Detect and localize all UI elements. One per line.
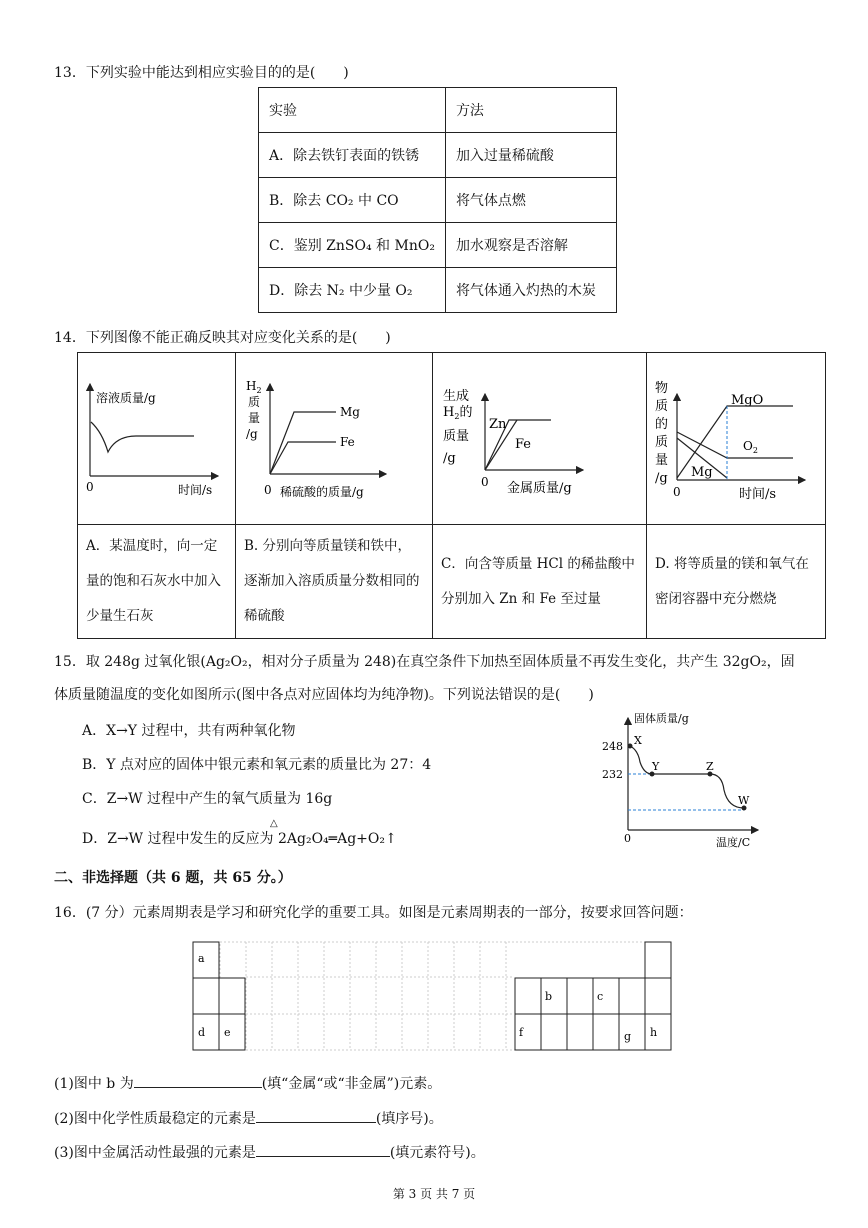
graph-a xyxy=(78,354,234,524)
y-label-h xyxy=(246,379,262,395)
origin-label: 0 xyxy=(673,484,681,499)
line-fe-label: Fe xyxy=(340,434,355,449)
y-label-h-suffix: 的 xyxy=(459,404,473,420)
q16-sub1-suffix: (填“金属“或“非金属”)元素。 xyxy=(261,1076,442,1092)
curve-solution-mass xyxy=(91,422,194,452)
y-label-part: 质 xyxy=(655,398,669,414)
table-cell: C．鉴别 ZnSO₄ 和 MnO₂ xyxy=(259,223,446,268)
cell-d: d xyxy=(198,1026,206,1039)
q15-option-d: D．Z→W 过程中发生的反应为 2Ag₂O₄═Ag+O₂↑ xyxy=(82,831,397,847)
origin-label: 0 xyxy=(624,832,631,845)
graph-b-cell xyxy=(236,353,433,525)
graph-d xyxy=(647,354,824,524)
section-heading: 二、非选择题（共 6 题，共 65 分。） xyxy=(54,870,292,886)
y-label-part: 物 xyxy=(655,380,669,396)
q16-sub3-suffix: (填元素符号)。 xyxy=(389,1145,485,1161)
q15-stem-line1: 15．取 248g 过氧化银(Ag₂O₂，相对分子质量为 248)在真空条件下加热至固体质量不再发生变化，共产生 32gO₂，固 xyxy=(54,654,795,670)
y-label-h-text: H xyxy=(443,404,455,420)
label-z: Z xyxy=(706,760,714,773)
q16-stem: 16．(7 分）元素周期表是学习和研究化学的重要工具。如图是元素周期表的一部分，按要求回答问题： xyxy=(54,905,693,921)
point-x xyxy=(628,744,633,749)
answer-blank-2[interactable] xyxy=(256,1110,376,1123)
page-footer: 第 3 页 共 7 页 xyxy=(392,1187,476,1201)
y-axis-label: 固体质量/g xyxy=(634,712,689,725)
o2-sub: 2 xyxy=(752,445,758,455)
curve-solid-mass xyxy=(630,746,744,808)
cell-g: g xyxy=(624,1030,632,1043)
answer-blank-3[interactable] xyxy=(256,1144,390,1157)
origin-label: 0 xyxy=(481,474,489,489)
line-o2-label xyxy=(743,439,758,455)
x-axis-label: 时间/s xyxy=(739,486,777,502)
cell-f: f xyxy=(519,1026,524,1039)
y-label-part: 的 xyxy=(655,416,669,432)
q16-sub3-prefix: (3)图中金属活动性最强的元素是 xyxy=(54,1145,256,1161)
table-cell: A．除去铁钉表面的铁锈 xyxy=(259,133,446,178)
x-axis-label: 时间/s xyxy=(178,482,213,497)
q15-stem-line2: 体质量随温度的变化如图所示(图中各点对应固体均为纯净物)。下列说法错误的是( ) xyxy=(54,687,594,703)
line-mg-label: Mg xyxy=(691,464,713,480)
cell-h: h xyxy=(650,1026,658,1039)
y-label-part: 量 xyxy=(655,452,669,468)
q16-sub1-prefix: (1)图中 b 为 xyxy=(54,1076,134,1092)
origin-label: 0 xyxy=(264,482,272,497)
origin-label: 0 xyxy=(86,479,94,494)
y-label-part: 质 xyxy=(655,434,669,450)
line-mgo-label: MgO xyxy=(731,392,764,408)
cell-a: a xyxy=(198,952,205,965)
table-cell: 将气体点燃 xyxy=(445,178,616,223)
table-cell: 加水观察是否溶解 xyxy=(445,223,616,268)
y-label-part: 生成 xyxy=(443,388,470,404)
q16-sub2 xyxy=(54,1108,443,1128)
label-y: Y xyxy=(652,760,660,773)
q14-option-a: A．某温度时，向一定量的饱和石灰水中加入少量生石灰 xyxy=(78,525,236,639)
q14-option-c: C．向含等质量 HCl 的稀盐酸中分别加入 Zn 和 Fe 至过量 xyxy=(433,525,647,639)
x-axis-label: 金属质量/g xyxy=(507,480,572,496)
table-cell: 将气体通入灼热的木炭 xyxy=(445,268,616,313)
answer-blank-1[interactable] xyxy=(134,1075,262,1088)
q16-sub3 xyxy=(54,1142,485,1162)
y-label-part: 质量 xyxy=(443,428,470,444)
periodic-table xyxy=(190,940,676,1052)
q14-stem: 14．下列图像不能正确反映其对应变化关系的是( ) xyxy=(54,330,391,346)
q13-header-experiment: 实验 xyxy=(259,88,446,133)
y-label-h-sub: 2 xyxy=(454,411,460,421)
label-w: W xyxy=(738,794,750,807)
line-o2 xyxy=(677,432,793,458)
graph-c-cell xyxy=(433,353,647,525)
q14-option-d: D. 将等质量的镁和氧气在密闭容器中充分燃烧 xyxy=(647,525,826,639)
q15-option-c: C．Z→W 过程中产生的氧气质量为 16g xyxy=(82,791,333,807)
q13-table xyxy=(258,87,617,313)
y-label-h-sub: 2 xyxy=(256,385,262,395)
line-zn-label: Zn xyxy=(489,416,507,432)
cell-b: b xyxy=(545,990,553,1003)
table-cell: 加入过量稀硫酸 xyxy=(445,133,616,178)
q15-graph xyxy=(598,708,768,853)
y-label-part: 量 xyxy=(248,410,261,425)
label-x: X xyxy=(634,734,642,747)
y-label-part: /g xyxy=(246,426,258,441)
line-mg-label: Mg xyxy=(340,404,360,419)
y-axis-label: 溶液质量/g xyxy=(96,390,156,405)
graph-c xyxy=(433,354,645,524)
q13-header-method: 方法 xyxy=(445,88,616,133)
y-tick-248: 248 xyxy=(602,740,623,753)
x-axis-label: 温度/C xyxy=(716,836,751,849)
q15-option-a: A．X→Y 过程中，共有两种氧化物 xyxy=(82,723,296,739)
graph-b xyxy=(236,354,431,524)
o2-text: O xyxy=(743,438,753,453)
y-label-h-text: H xyxy=(246,378,257,393)
q16-sub1 xyxy=(54,1073,441,1093)
x-axis-label: 稀硫酸的质量/g xyxy=(280,484,364,499)
y-label-part: /g xyxy=(655,470,668,486)
cell-e: e xyxy=(224,1026,231,1039)
y-label-h xyxy=(443,405,472,421)
cell-c: c xyxy=(597,990,604,1003)
y-label-part: 质 xyxy=(248,394,261,409)
heat-symbol: △ xyxy=(270,818,278,829)
table-cell: D．除去 N₂ 中少量 O₂ xyxy=(259,268,446,313)
q15-option-b: B．Y 点对应的固体中银元素和氧元素的质量比为 27：4 xyxy=(82,757,432,773)
table-cell: B．除去 CO₂ 中 CO xyxy=(259,178,446,223)
q14-option-b: B. 分别向等质量镁和铁中，逐渐加入溶质质量分数相同的稀硫酸 xyxy=(236,525,433,639)
q16-sub2-suffix: (填序号)。 xyxy=(375,1111,443,1127)
q16-sub2-prefix: (2)图中化学性质最稳定的元素是 xyxy=(54,1111,256,1127)
y-label-part: /g xyxy=(443,450,456,466)
graph-d-cell xyxy=(647,353,826,525)
graph-a-cell xyxy=(78,353,236,525)
line-mg xyxy=(270,412,336,474)
y-tick-232: 232 xyxy=(602,768,623,781)
line-fe-label: Fe xyxy=(515,436,532,452)
q13-stem: 13．下列实验中能达到相应实验目的的是( ) xyxy=(54,65,349,81)
q14-table xyxy=(77,352,826,639)
